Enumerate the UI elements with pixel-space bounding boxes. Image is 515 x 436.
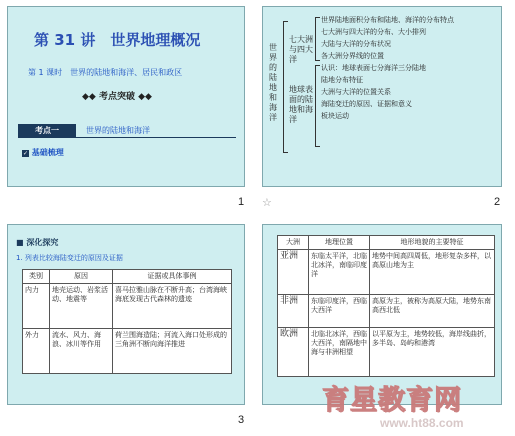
line-6: 陆地分布特征 bbox=[321, 76, 363, 84]
line-2: 七大洲与四大洋的分布、大小排列 bbox=[321, 28, 426, 36]
slide1-item bbox=[22, 147, 64, 158]
slide2-node-1: 七大洲与四大洋 bbox=[289, 35, 313, 64]
slide1-subtitle: 第 1 课时 世界的陆地和海洋、居民和政区 bbox=[28, 68, 183, 77]
header-cell: 证据或具体事例 bbox=[113, 270, 232, 284]
line-7: 大洲与大洋的位置关系 bbox=[321, 88, 391, 96]
table-row bbox=[278, 295, 495, 328]
page-number-3: 3 bbox=[238, 414, 245, 426]
slide1-title: 第 31 讲 世界地理概况 bbox=[34, 31, 201, 49]
item-label: 基础梳理 bbox=[31, 148, 64, 157]
watermark-url: www.ht88.com bbox=[380, 416, 464, 430]
header-cell: 地理位置 bbox=[309, 236, 370, 250]
continent-cell: 欧洲 bbox=[278, 328, 309, 377]
line-9: 板块运动 bbox=[321, 112, 349, 120]
table-row bbox=[23, 329, 232, 374]
slide1-badge: 考点一 bbox=[18, 124, 76, 138]
feature-cell: 地势中间高四周低，地形复杂多样，以高原山地为主 bbox=[370, 250, 495, 295]
example-cell: 喜马拉雅山脉在不断升高；台湾海峡海底发现古代森林的遗迹 bbox=[113, 284, 232, 329]
slide-1[interactable] bbox=[7, 6, 245, 187]
cause-cell: 地壳运动、岩浆活动、地震等 bbox=[50, 284, 113, 329]
continent-cell: 非洲 bbox=[278, 295, 309, 328]
table-row bbox=[23, 284, 232, 329]
cause-cell: 流水、风力、海浪、冰川等作用 bbox=[50, 329, 113, 374]
header-cell: 大洲 bbox=[278, 236, 309, 250]
type-cell: 内力 bbox=[23, 284, 50, 329]
square-icon: ■ bbox=[16, 238, 24, 247]
slide4-table bbox=[277, 235, 495, 377]
continent-cell: 亚洲 bbox=[278, 250, 309, 295]
slide3-question: 1. 列表比较海陆变迁的原因及证据 bbox=[16, 254, 123, 262]
bracket-line bbox=[315, 65, 320, 147]
slide1-section bbox=[82, 89, 152, 102]
checkbox-icon: ✓ bbox=[22, 150, 29, 157]
line-3: 大陆与大洋的分布状况 bbox=[321, 40, 391, 48]
line-1: 世界陆地面积分布和陆地、海洋的分布特点 bbox=[321, 16, 454, 24]
example-cell: 荷兰围海造陆；河流入海口处形成的三角洲不断向海洋推进 bbox=[113, 329, 232, 374]
location-cell: 北临北冰洋，西临大西洋，南隔地中海与非洲相望 bbox=[309, 328, 370, 377]
type-cell: 外力 bbox=[23, 329, 50, 374]
header-cell: 类别 bbox=[23, 270, 50, 284]
star-icon[interactable]: ☆ bbox=[262, 196, 272, 209]
watermark-brand: 育星教育网 bbox=[322, 385, 462, 416]
line-4: 各大洲分界线的位置 bbox=[321, 52, 384, 60]
slide1-topic: 世界的陆地和海洋 bbox=[86, 126, 150, 135]
table-row bbox=[278, 328, 495, 377]
diamond-icon: ◆◆ bbox=[138, 92, 152, 102]
slide3-table bbox=[22, 269, 232, 374]
header-cell: 地形地貌的主要特征 bbox=[370, 236, 495, 250]
divider-line bbox=[76, 137, 236, 138]
slide-2[interactable] bbox=[262, 6, 502, 187]
feature-cell: 以平原为主，地势较低，海岸线曲折，多半岛、岛屿和港湾 bbox=[370, 328, 495, 377]
bracket-line bbox=[283, 21, 288, 153]
section-label: 考点突破 bbox=[98, 92, 135, 102]
line-8: 海陆变迁的原因、证据和意义 bbox=[321, 100, 412, 108]
feature-cell: 高原为主，被称为高原大陆，地势东南高西北低 bbox=[370, 295, 495, 328]
diamond-icon: ◆◆ bbox=[82, 92, 96, 102]
table-row bbox=[278, 250, 495, 295]
header-cell: 原因 bbox=[50, 270, 113, 284]
slide1-badge-bar bbox=[18, 124, 238, 138]
slide2-node-2: 地球表面的陆地和海洋 bbox=[289, 85, 313, 124]
page-number-1: 1 bbox=[238, 196, 245, 208]
line-5: 认识：地球表面七分海洋三分陆地 bbox=[321, 64, 426, 72]
location-cell: 东临印度洋，西临大西洋 bbox=[309, 295, 370, 328]
heading-label: 深化探究 bbox=[26, 238, 59, 247]
slide2-root-label: 世界的陆地和海洋 bbox=[269, 43, 277, 122]
page-number-2: 2 bbox=[494, 196, 501, 208]
location-cell: 东临太平洋，北临北冰洋，南临印度洋 bbox=[309, 250, 370, 295]
slide2-lines bbox=[321, 15, 499, 121]
bracket-line bbox=[315, 17, 320, 61]
slide3-heading bbox=[16, 237, 58, 248]
slide-3[interactable] bbox=[7, 224, 245, 405]
